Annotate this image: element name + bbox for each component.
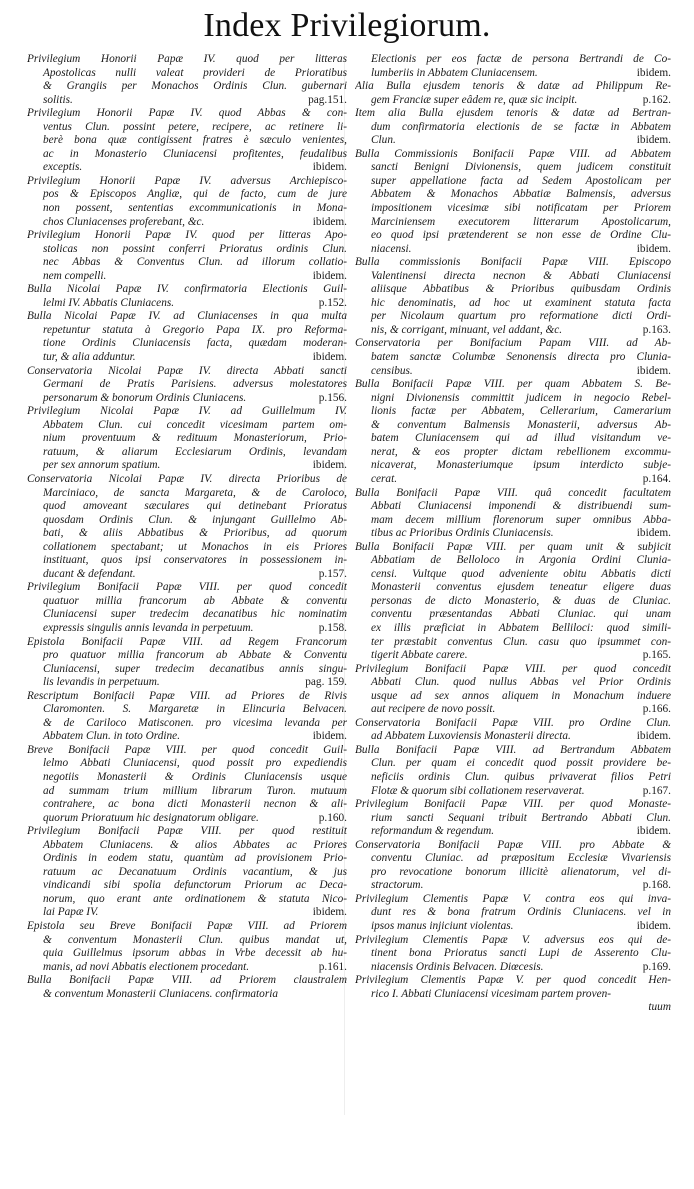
entry-line: Privilegium Honorii Papæ IV. quod per litteras Apo-: [27, 229, 347, 242]
page-reference: p.163.: [642, 323, 671, 336]
entry-line: usque ad sex annos aliquem in Monachum induere: [371, 689, 671, 702]
index-entry: [355, 378, 671, 486]
entry-line: Privilegium Honorii Papæ IV. adversus Archiepisco-: [27, 174, 347, 187]
page-reference: ibidem.: [312, 906, 347, 919]
entry-line: berè bona quæ contigissent fratres è sæculo venientes,: [43, 134, 347, 147]
entry-line: Alia Bulla ejusdem tenoris & datæ ad Philippum Re-: [355, 80, 671, 93]
entry-line: Valentinensi directa necnon & Abbati Cluniacensi: [371, 269, 671, 282]
index-entry: [355, 934, 671, 975]
entry-line: batem Cluniacensem qui ad illud visitandum ve-: [371, 432, 671, 445]
entry-line: Marciniensem executorem litterarum Apostolicarum,: [371, 215, 671, 228]
index-entry: [27, 107, 347, 175]
entry-line: Abbatem Clun. in toto Ordine. ibidem.: [43, 730, 347, 743]
entry-line: rium sancti Sequani tribuit Bertrando Abbati Clun.: [371, 811, 671, 824]
entry-line: hic denominatis, ad hoc ut examinent statuta facta: [371, 296, 671, 309]
entry-line: stolicas non possint conferri Prioratus ordinis Clun.: [43, 242, 347, 255]
index-entry: [27, 581, 347, 635]
entry-line: sancti Benigni Divionensis, quem judicem constituit: [371, 161, 671, 174]
index-entry: [27, 920, 347, 974]
entry-line: Germani de Pratis Parisiens. adversus molestatores: [43, 378, 347, 391]
page-reference: ibidem.: [636, 66, 671, 79]
entry-line: lis levandis in perpetuum. pag. 159.: [43, 676, 347, 689]
entry-line: & Grangiis per Monachos Ordinis Clun. gubernari: [43, 80, 347, 93]
index-entry: [27, 365, 347, 406]
entry-line: Privilegium Bonifacii Papæ VIII. per quod Monaste-: [355, 798, 671, 811]
entry-line: Bulla commissionis Bonifacii Papæ VIII. Episcopo: [355, 256, 671, 269]
index-entry: [27, 175, 347, 229]
entry-line: lelmi IV. Abbatis Cluniacens. p.152.: [43, 296, 347, 309]
index-entry: [355, 717, 671, 744]
entry-line: gem Franciæ super eâdem re, quæ sic incipit. p.162.: [371, 93, 671, 106]
entry-line: Bulla Commissionis Bonifacii Papæ VIII. ad Abbatem: [355, 147, 671, 160]
entry-line: tur, & alia adduntur. ibidem.: [43, 351, 347, 364]
index-entry: [355, 80, 671, 107]
entry-line: niacensis Ordinis Belvacen. Diœcesis. p.169.: [371, 960, 671, 973]
entry-line: lai Papæ IV. ibidem.: [43, 906, 347, 919]
entry-line: exceptis. ibidem.: [43, 161, 347, 174]
entry-line: rico I. Abbati Cluniacensi vicesimam partem proven-: [371, 987, 612, 1000]
page-reference: ibidem.: [312, 215, 347, 228]
entry-line: Monasterii conventus ejusdem teneatur eligere duas: [371, 581, 671, 594]
entry-line: Flotæ & quorum sibi collationem reservaverat. p.167.: [371, 784, 671, 797]
entry-line: aut recipere de novo possit. p.166.: [371, 703, 671, 716]
entry-line: norum, quo erant ante ordinationem & statuta Nico-: [43, 892, 347, 905]
entry-line: & conventum Monasterii Cluniacens. confirmatoria: [43, 987, 279, 1000]
index-entry: [27, 283, 347, 310]
page-reference: p.165.: [642, 649, 671, 662]
page-reference: p.167.: [642, 784, 671, 797]
page-reference: p.158.: [318, 621, 347, 634]
entry-line: Bulla Bonifacii Papæ VIII. per quam Abbatem S. Be-: [355, 378, 671, 391]
entry-line: Cluniacensi super tredecim decanatibus hic nominatim: [43, 608, 347, 621]
page-reference: pag.151.: [308, 93, 347, 106]
index-entry: [27, 636, 347, 690]
page-reference: ibidem.: [312, 351, 347, 364]
entry-line: negotiis Monasterii & Ordinis Cluniacensis usque: [43, 770, 347, 783]
page-reference: ibidem.: [636, 527, 671, 540]
page-reference: p.169.: [642, 960, 671, 973]
page-reference: p.157.: [318, 567, 347, 580]
entry-line: Epistola seu Breve Bonifacii Papæ VIII. ad Priorem: [27, 920, 347, 932]
entry-line: ratuum ac Decanatuum Ordinis vacantium, & jus: [43, 865, 347, 878]
entry-line: ad summam trium millium librarum Turon. mutuum: [43, 784, 347, 797]
entry-line: Bulla Nicolai Papæ IV. ad Cluniacenses in qua multa: [27, 310, 347, 323]
entry-line: nerat, & eos propter dictam rebellionem excommu-: [371, 445, 671, 458]
index-entry: [355, 337, 671, 378]
entry-line: Rescriptum Bonifacii Papæ VIII. ad Priores de Rivis: [27, 689, 347, 702]
entry-line: dum confirmatoria electionis de se factæ in Abbatem: [371, 120, 671, 133]
page-reference: p.156.: [318, 391, 347, 404]
page-reference: p.168.: [642, 879, 671, 892]
page-reference: ibidem.: [636, 920, 671, 932]
entry-line: censibus. ibidem.: [371, 364, 671, 377]
page-reference: ibidem.: [636, 134, 671, 147]
index-entry: [355, 839, 671, 893]
entry-line: solitis. pag.151.: [43, 93, 347, 106]
entry-line: Abbatiam de Belloloco in Argonia Ordini Clunia-: [371, 554, 671, 567]
entry-line: Ordinis in eodem statu, quantùm ad provisionem Prio-: [43, 852, 347, 865]
entry-line: Privilegium Clementis Papæ V. contra eos qui inva-: [355, 892, 671, 905]
entry-line: batem sanctæ Columbæ Senonensis directa pro Clunia-: [371, 351, 671, 364]
index-entry: [27, 310, 347, 364]
entry-line: pos & Episcopos Angliæ, qui de facto, cum de jure: [43, 188, 347, 201]
entry-line: Abbatem Clun. cui concedit vicesimam partem om-: [43, 418, 347, 431]
entry-line: quorum Prioratuum hic designatorum obligare. p.160.: [43, 811, 347, 824]
entry-line: nium proventuum & redituum Monasteriorum, Prio-: [43, 432, 347, 445]
entry-line: ratuum, & aliarum Ecclesiarum Ordinis, levandam: [43, 445, 347, 458]
entry-line: Item alia Bulla ejusdem tenoris & datæ ad Bertran-: [355, 107, 671, 120]
entry-line: personarum & bonorum Ordinis Cluniacens. p.156.: [43, 391, 347, 404]
entry-line: mam decem millium florenorum super omnibus Abba-: [371, 513, 671, 526]
entry-line: quia Guillelmus ipsorum abbas in Vrbe decessit ab hu-: [43, 947, 347, 960]
entry-line: lumberiis in Abbatem Cluniacensem. ibidem.: [371, 66, 671, 79]
entry-line: collationem spectabant; ut Monachos in eis Priores: [43, 540, 347, 553]
index-entry: [27, 825, 347, 920]
entry-line: eo quod ipsi prætenderent se non esse de Ordine Clu-: [371, 229, 671, 242]
index-entry: [355, 744, 671, 798]
entry-line: per sex annorum spatium. ibidem.: [43, 459, 347, 472]
entry-line: pro revocatione bonorum illicitè alienatorum, vel di-: [371, 865, 671, 878]
entry-line: ter præstabit conventus Clun. casu quo ipsummet con-: [371, 635, 671, 648]
entry-line: Bulla Bonifacii Papæ VIII. ad Priorem claustralem: [27, 974, 347, 987]
page-reference: p.161.: [318, 960, 347, 973]
entry-line: Marciniaco, de sancta Margareta, & de Caroloco,: [43, 486, 347, 499]
page-reference: pag. 159.: [305, 676, 347, 689]
entry-line: tinent bona Prioratus sancti Lupi de Asserento Clu-: [371, 947, 671, 960]
entry-line: & de Cariloco Matisconen. pro vicesima levanda per: [43, 716, 347, 729]
entry-line: quod amoveant sæculares qui detinebant Prioratus: [43, 500, 347, 513]
entry-line: Bulla Bonifacii Papæ VIII. per quam unit & subjicit: [355, 540, 671, 553]
entry-line: ducant & defendant. p.157.: [43, 567, 347, 580]
entry-line: Bulla Bonifacii Papæ VIII. quâ concedit facultatem: [355, 486, 671, 499]
entry-line: quosdam Ordinis Clun. & injungant Guillelmo Ab-: [43, 513, 347, 526]
entry-line: conventu Cluniac. ad præpositum Ecclesiæ Vivariensis: [371, 852, 671, 865]
entry-line: non possent, sententias excommunicationis in Mona-: [43, 202, 347, 215]
page-reference: ibidem.: [312, 730, 347, 743]
page-reference: ibidem.: [636, 242, 671, 255]
entry-line: Abbati Clun. quod nullus Abbas vel Prior Ordinis: [371, 676, 671, 689]
entry-line: nis, & corrigant, minuant, vel addant, &c. p.163.: [371, 323, 671, 336]
entry-line: Privilegium Clementis Papæ V. adversus eos qui de-: [355, 933, 671, 946]
entry-line: tione Ordinis Cluniacensis facta, quædam moderan-: [43, 337, 347, 350]
page-reference: ibidem.: [636, 730, 671, 743]
entry-line: & conventum Monasterii Clun. quibus mandat ut,: [43, 933, 347, 946]
entry-line: Conservatoria Nicolai Papæ IV. directa Prioribus de: [27, 472, 347, 485]
index-entry: [27, 690, 347, 744]
entry-line: Bulla Bonifacii Papæ VIII. ad Bertrandum Abbatem: [355, 743, 671, 756]
index-entry: [355, 53, 671, 80]
entry-line: Privilegium Honorii Papæ IV. quod Abbas & con-: [27, 107, 347, 120]
entry-line: lelmo Abbati Cluniacensi, quod possit pro expediendis: [43, 757, 347, 770]
entry-line: Clun. per quam ei concedit quod possit providere be-: [371, 757, 671, 770]
left-column: [27, 53, 347, 1001]
entry-line: super appellatione facta ad Sedem Apostolicam per: [371, 174, 671, 187]
entry-line: nigni Divionensis committit judicem in negocio Rebel-: [371, 391, 671, 404]
entry-line: ventus Clun. possint petere, recipere, ac retinere li-: [43, 120, 347, 133]
index-entry: [355, 541, 671, 663]
index-entry: [27, 473, 347, 581]
page-reference: ibidem.: [312, 161, 347, 174]
entry-line: ac in Monasterio Cluniacensi profitentes, feudalibus: [43, 147, 347, 160]
entry-line: personas de dicto Monasterio, & duas de Cluniac.: [371, 594, 671, 607]
right-column: [355, 53, 671, 1015]
entry-line: pro quatuor millia francorum ab Abbate & Conventu: [43, 649, 347, 662]
page-reference: ibidem.: [636, 825, 671, 838]
index-entry: [27, 974, 347, 1001]
entry-line: tibus ac Prioribus Ordinis Cluniacensis. ibidem.: [371, 527, 671, 540]
entry-line: Conservatoria Nicolai Papæ IV. directa Abbati sancti: [27, 364, 347, 377]
entry-line: bati, & aliis Abbatibus & Prioribus, ad quorum: [43, 527, 347, 540]
page-reference: p.160.: [318, 811, 347, 824]
entry-line: Clun. ibidem.: [371, 134, 671, 147]
page-reference: p.166.: [642, 703, 671, 716]
entry-line: nicaverat, Monasteriumque ipsum interdicto subje-: [371, 459, 671, 472]
entry-line: per Nicolaum quartum pro reformatione dicti Ordi-: [371, 310, 671, 323]
entry-line: Breve Bonifacii Papæ VIII. per quod concedit Guil-: [27, 743, 347, 756]
entry-line: Privilegium Nicolai Papæ IV. ad Guillelmum IV.: [27, 405, 347, 418]
entry-line: & conventum Balmensis Monasterii, adversus Ab-: [371, 418, 671, 431]
index-entry: [27, 405, 347, 473]
entry-line: neficiis ordinis Clun. quibus privaverat filios Petri: [371, 770, 671, 783]
entry-line: ad Abbatem Luxoviensis Monasterii directa. ibidem.: [371, 730, 671, 743]
page-reference: p.162.: [642, 93, 671, 106]
entry-line: lionis factæ per Abbatem, Cellerarium, Camerarium: [371, 405, 671, 418]
entry-line: Abbati Cluniacensi imponendi & distribuendi sum-: [371, 500, 671, 513]
entry-line: reformandum & regendum. ibidem.: [371, 825, 671, 838]
entry-line: Privilegium Honorii Papæ IV. quod per litteras: [27, 53, 347, 65]
entry-line: Privilegium Bonifacii Papæ VIII. per quod concedit: [355, 662, 671, 675]
entry-line: manis, ad novi Abbatis electionem procedant. p.161.: [43, 960, 347, 973]
entry-line: Epistola Bonifacii Papæ VIII. ad Regem Francorum: [27, 635, 347, 648]
entry-line: cerat. p.164.: [371, 472, 671, 485]
catchword: tuum: [648, 1001, 671, 1014]
entry-line: nem compelli. ibidem.: [43, 269, 347, 282]
entry-line: Privilegium Bonifacii Papæ VIII. per quod restituit: [27, 825, 347, 838]
page-reference: p.164.: [642, 472, 671, 485]
entry-line: chos Cluniacenses proferebant, &c. ibidem.: [43, 215, 347, 228]
entry-line: Claromonten. S. Margaretæ in Elincuria Belvacen.: [43, 703, 347, 716]
index-entry: [355, 487, 671, 541]
index-entry: [355, 798, 671, 839]
entry-line: Privilegium Clementis Papæ V. per quod concedit Hen-: [355, 974, 671, 987]
page-reference: ibidem.: [312, 459, 347, 472]
entry-line: nec Abbas & Conventus Clun. ad illorum collatio-: [43, 256, 347, 269]
entry-line: Apostolicas nulli valeat provideri de Prioratibus: [43, 66, 347, 79]
page-reference: p.152.: [318, 296, 347, 309]
entry-line: Conservatoria per Bonifacium Papam VIII. ad Ab-: [355, 337, 671, 350]
index-entry: [355, 663, 671, 717]
index-entry: [27, 744, 347, 825]
entry-line: ex illis præficiat in Abbatem Belliloci: quod simili-: [371, 621, 671, 634]
entry-line: Electionis per eos factæ de persona Bertrandi de Co-: [371, 53, 671, 65]
entry-line: Cluniacensi, super tredecim decanatibus annis singu-: [43, 662, 347, 675]
entry-line: instituant, quos ipsi conservatores in possessionem in-: [43, 554, 347, 567]
entry-line: contrahere, ac bona dicti Monasterii necnon & ali-: [43, 798, 347, 811]
page-title: Index Privilegiorum.: [203, 7, 491, 44]
entry-line: vindicandi sibi spolia defunctorum Priorum ac Deca-: [43, 879, 347, 892]
index-entry: [355, 974, 671, 1001]
index-entry: [27, 53, 347, 107]
entry-line: tigerit Abbate carere. p.165.: [371, 649, 671, 662]
entry-line: stractorum. p.168.: [371, 879, 671, 892]
entry-line: dunt res & bona fratrum Ordinis Cluniacens. vel in: [371, 906, 671, 919]
entry-line: conventu præsentandas Abbati Cluniac. qui unam: [371, 608, 671, 621]
entry-line: Conservatoria Bonifacii Papæ VIII. pro Ordine Clun.: [355, 716, 671, 729]
index-entry: [355, 893, 671, 934]
entry-line: censi. Vultque quod adveniente obitu Abbatis dicti: [371, 567, 671, 580]
entry-line: Privilegium Bonifacii Papæ VIII. per quod concedit: [27, 581, 347, 594]
index-entry: [27, 229, 347, 283]
index-entry: [355, 107, 671, 148]
entry-line: expressis singulis annis levanda in perpetuum. p.158.: [43, 621, 347, 634]
entry-line: Conservatoria Bonifacii Papæ VIII. pro Abbate &: [355, 838, 671, 851]
entry-line: Abbatem & Monachos Abbatiæ Balmensis, adversus: [371, 188, 671, 201]
entry-line: Abbatem Cluniacens. & alios Abbates ac Priores: [43, 838, 347, 851]
index-entry: [355, 256, 671, 337]
entry-line: ipsos manus injiciunt violentas. ibidem.: [371, 920, 671, 932]
entry-line: aliisque Abbatibus & Prioribus quibusdam Ordinis: [371, 283, 671, 296]
entry-line: repetuntur statuta à Gregorio Papa IX. pro Reforma-: [43, 323, 347, 336]
entry-line: impositionem vicesimæ sibi notificatam per Priorem: [371, 202, 671, 215]
entry-line: quatuor millia francorum ab Abbate & conventu: [43, 594, 347, 607]
page-reference: ibidem.: [636, 364, 671, 377]
page-reference: ibidem.: [312, 269, 347, 282]
entry-line: niacensi. ibidem.: [371, 242, 671, 255]
entry-line: Bulla Nicolai Papæ IV. confirmatoria Electionis Guil-: [27, 283, 347, 296]
index-entry: [355, 148, 671, 256]
